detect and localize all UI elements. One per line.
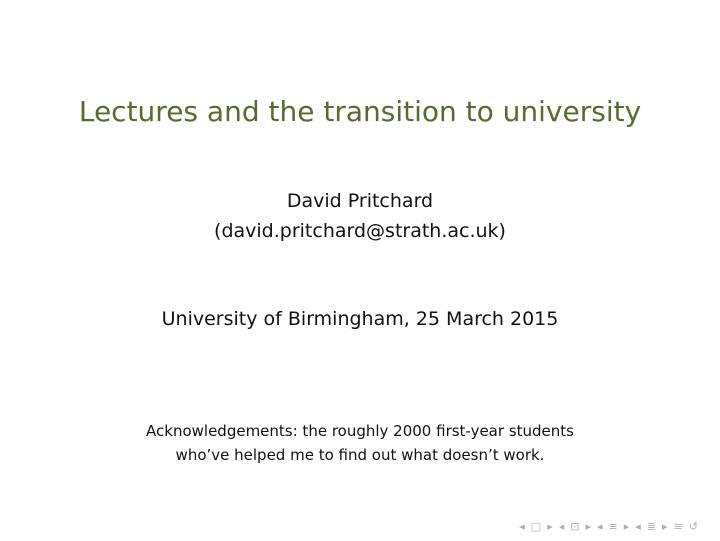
next-arrow-icon[interactable]: ▸ — [623, 520, 630, 533]
author-name: David Pritchard — [286, 190, 434, 212]
outline-icon[interactable]: ≡ — [673, 520, 683, 533]
prev-arrow-icon[interactable]: ◂ — [558, 520, 565, 533]
next-arrow-icon[interactable]: ▸ — [585, 520, 591, 533]
prev-arrow-icon[interactable]: ◂ — [597, 520, 603, 533]
prev-arrow-icon[interactable]: ◂ — [635, 520, 641, 533]
section-icon[interactable]: ≡ — [608, 520, 618, 533]
next-arrow-icon[interactable]: ▸ — [662, 520, 668, 533]
slide-title: Lectures and the transition to university — [78, 95, 642, 128]
author-email: (david.pritchard@strath.ac.uk) — [214, 220, 506, 242]
align-icon[interactable]: ≣ — [646, 520, 657, 533]
event-line: University of Birmingham, 25 March 2015 — [161, 308, 559, 330]
acknowledgements-line-1: Acknowledgements: the roughly 2000 first-year students — [146, 422, 574, 440]
frame-icon[interactable]: □ — [530, 520, 542, 533]
acknowledgements-line-2: who’ve helped me to find out what doesn’t work. — [175, 446, 545, 464]
prev-arrow-icon[interactable]: ◂ — [519, 520, 525, 533]
navigation-bar — [519, 521, 698, 533]
subsection-icon[interactable]: ⊡ — [570, 520, 580, 533]
search-icon[interactable]: ↺ — [688, 520, 698, 533]
next-arrow-icon[interactable]: ▸ — [547, 520, 553, 533]
